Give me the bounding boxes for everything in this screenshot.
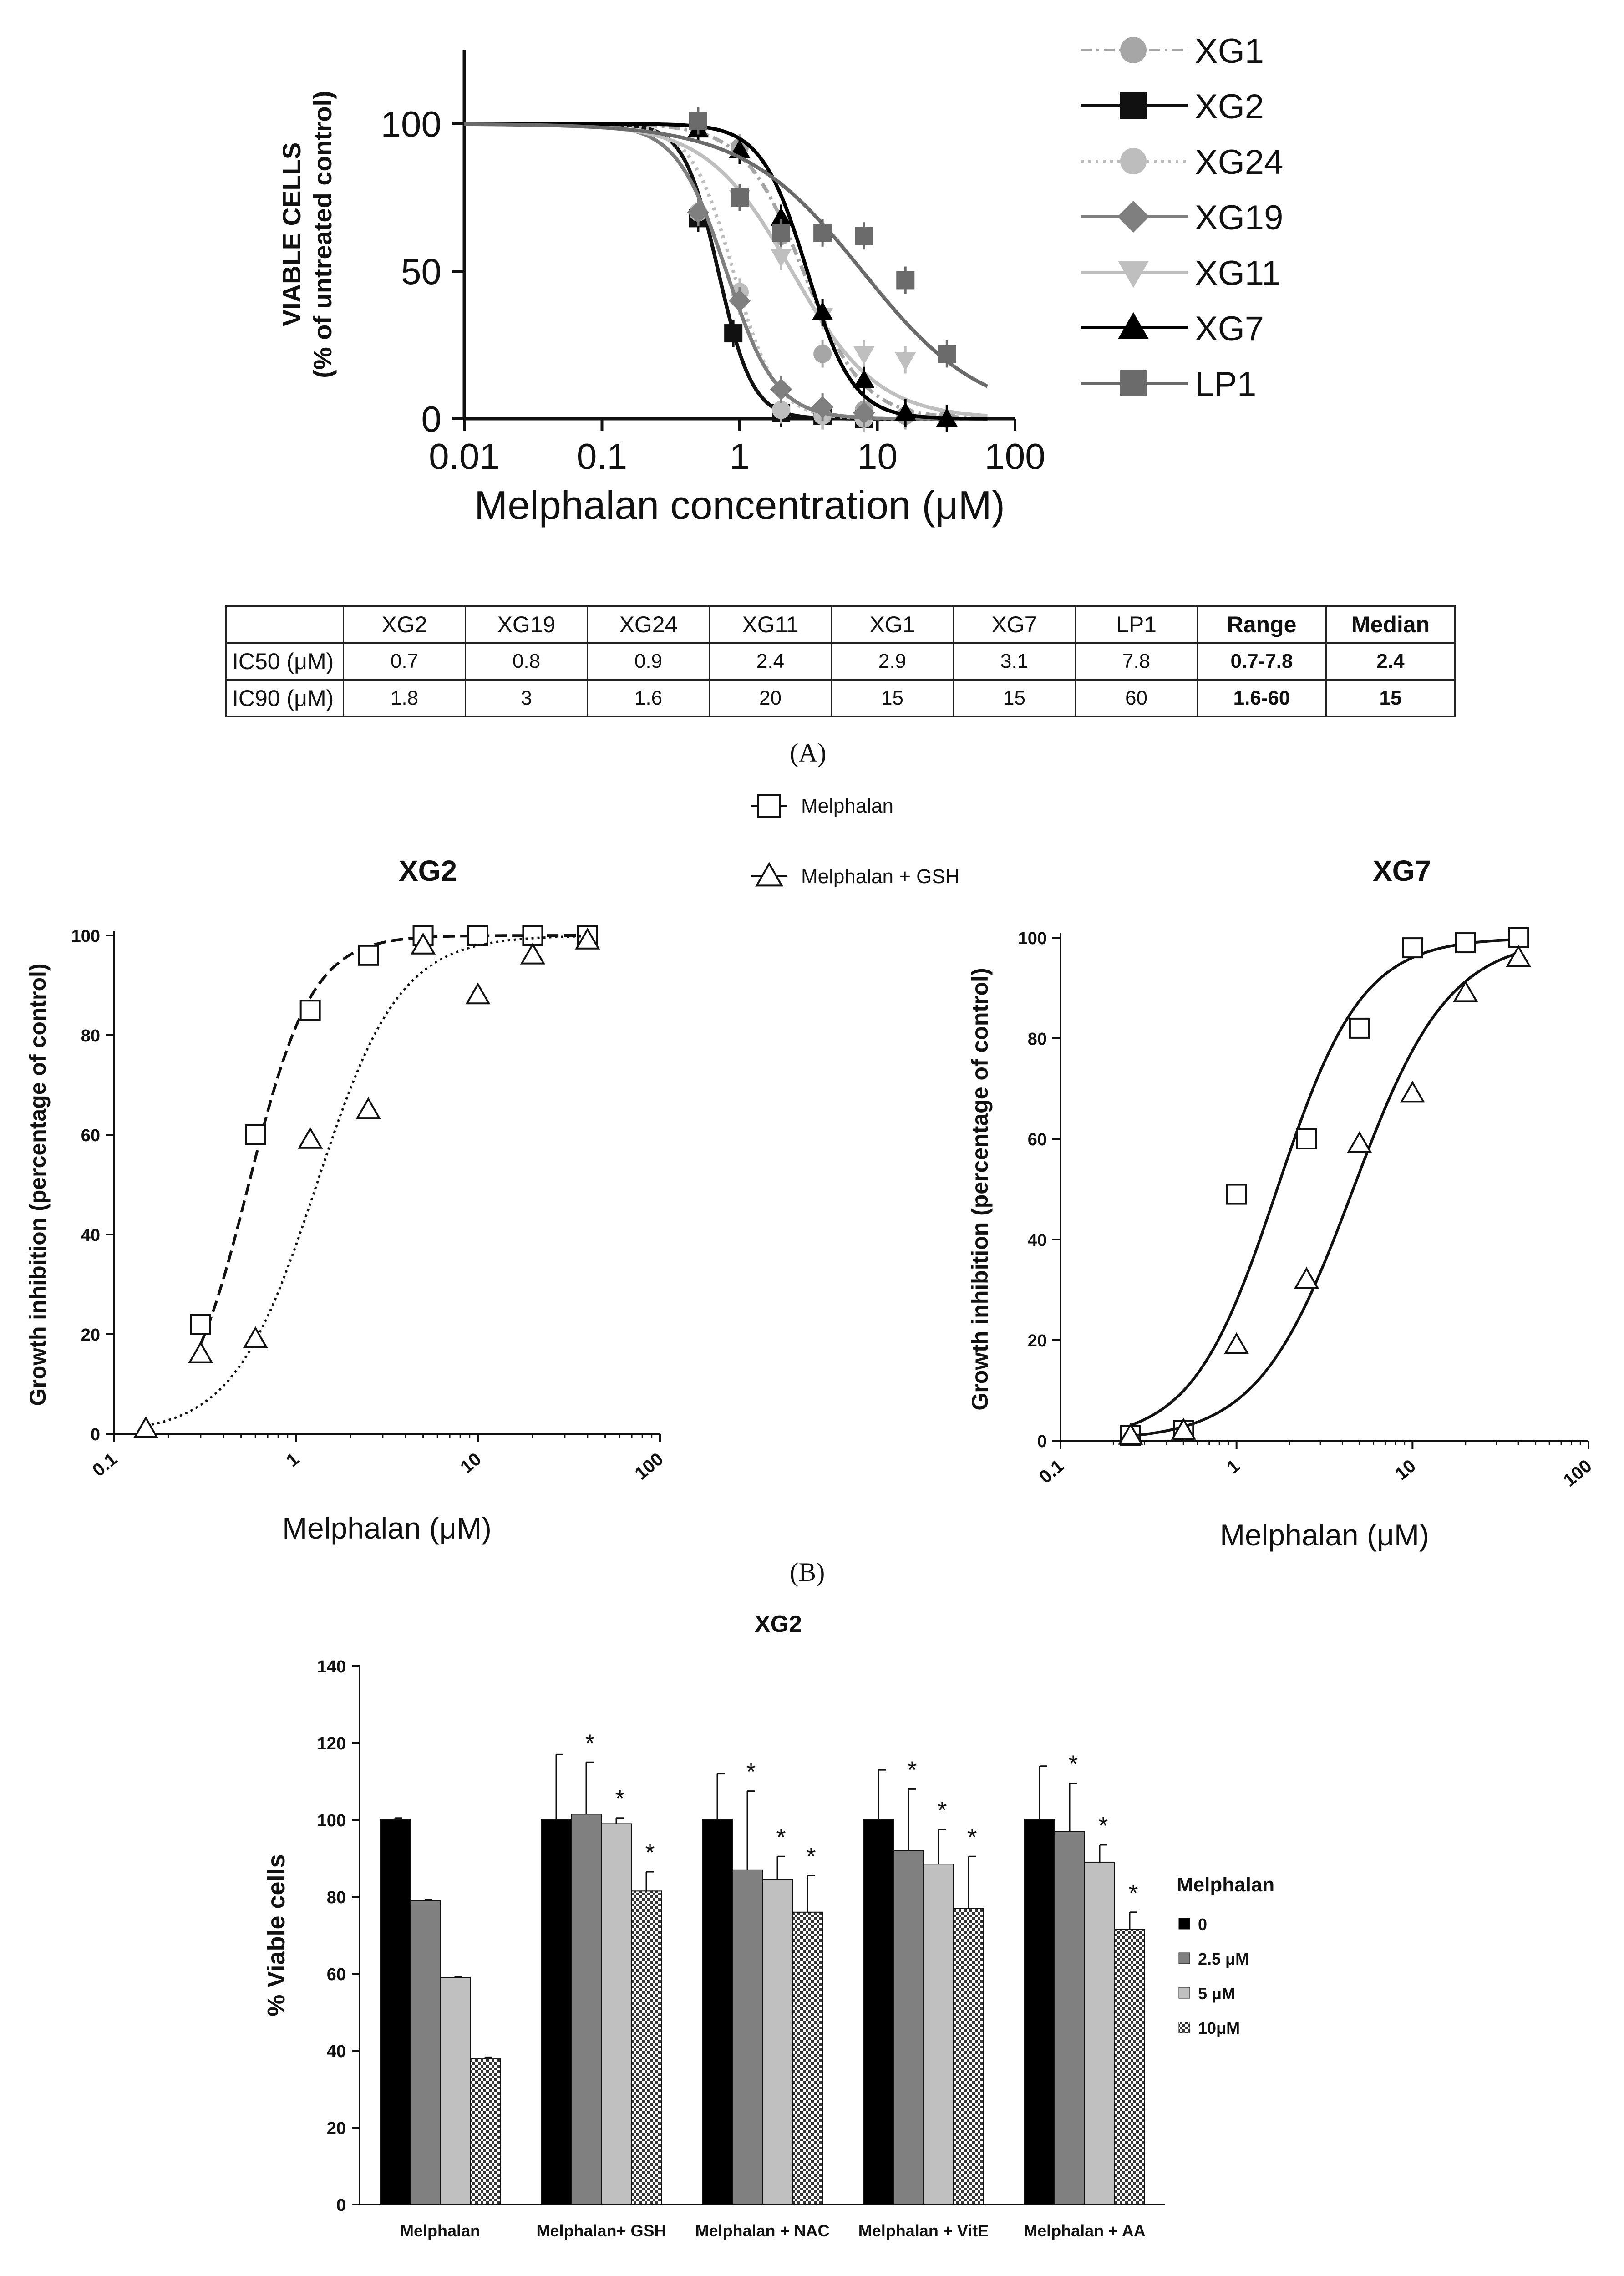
- legend-swatch: [1179, 2022, 1190, 2033]
- legend-label: 0: [1198, 1915, 1208, 1934]
- x-tick-label: 0.1: [1035, 1456, 1068, 1488]
- table-row: [226, 643, 1455, 680]
- ic-values-table: [225, 605, 1456, 717]
- legend-label: XG2: [1195, 87, 1264, 126]
- x-category-label: Melphalan: [400, 2221, 481, 2240]
- bar: [631, 1891, 661, 2205]
- y-tick-label: 80: [81, 1026, 100, 1046]
- legend-label: Melphalan + GSH: [801, 865, 960, 888]
- legend-marker: [756, 864, 782, 885]
- y-tick-label: 80: [1027, 1030, 1047, 1049]
- table-row: [226, 680, 1455, 717]
- legend-label: XG1: [1195, 32, 1264, 71]
- table-row-label: IC50 (μM): [226, 643, 344, 680]
- data-point: [522, 945, 543, 964]
- significance-marker: *: [907, 1756, 917, 1784]
- chart-title: XG7: [1372, 854, 1431, 887]
- bar: [1115, 1930, 1145, 2205]
- bar: [954, 1908, 984, 2205]
- table-cell: 2.9: [832, 643, 954, 680]
- data-point: [855, 227, 873, 244]
- panel-c-chart: [263, 1611, 1274, 2240]
- legend-swatch: [1179, 1987, 1190, 1998]
- data-point: [897, 271, 914, 289]
- x-axis-label: Melphalan (μM): [1220, 1518, 1429, 1552]
- data-point: [1227, 1185, 1246, 1204]
- significance-marker: *: [615, 1785, 625, 1813]
- bar: [541, 1820, 571, 2205]
- y-tick-label: 140: [317, 1657, 346, 1677]
- bar: [762, 1880, 792, 2205]
- x-tick-label: 100: [985, 436, 1045, 477]
- bar: [410, 1900, 440, 2205]
- data-point: [1456, 933, 1475, 952]
- x-category-label: Melphalan + NAC: [695, 2221, 830, 2240]
- data-point: [467, 984, 489, 1003]
- table-cell: 0.9: [588, 643, 710, 680]
- panel-b-legend: [751, 795, 960, 888]
- x-tick-label: 1: [1223, 1456, 1244, 1478]
- data-point: [854, 346, 874, 364]
- legend-title: Melphalan: [1177, 1874, 1275, 1896]
- x-tick-label: 100: [631, 1449, 667, 1484]
- legend-label: XG19: [1195, 198, 1284, 237]
- legend-label: 5 μM: [1198, 1984, 1236, 2003]
- legend-label: 10μM: [1198, 2019, 1240, 2037]
- y-tick-label: 50: [401, 251, 442, 292]
- table-cell: 1.6: [588, 680, 710, 717]
- x-tick-label: 10: [857, 436, 898, 477]
- bar: [863, 1820, 893, 2205]
- data-point: [135, 1418, 157, 1437]
- data-point: [523, 926, 542, 945]
- y-axis-label: % Viable cells: [263, 1854, 290, 2017]
- y-tick-label: 60: [1027, 1130, 1047, 1149]
- x-category-label: Melphalan + VitE: [858, 2221, 989, 2240]
- chart-title: XG2: [754, 1611, 802, 1637]
- significance-marker: *: [776, 1824, 786, 1851]
- data-point: [1403, 938, 1422, 957]
- y-tick-label: 100: [71, 927, 100, 946]
- chart-title: XG2: [398, 854, 457, 887]
- table-header-cell: XG24: [588, 606, 710, 643]
- data-point: [814, 345, 831, 362]
- data-point: [1297, 1129, 1316, 1148]
- data-point: [191, 1315, 210, 1334]
- significance-marker: *: [806, 1843, 816, 1870]
- panel-a-chart: [277, 32, 1283, 528]
- table-cell: 60: [1076, 680, 1198, 717]
- table-header-cell: [226, 606, 344, 643]
- bar: [571, 1814, 601, 2205]
- table-cell: 0.8: [466, 643, 588, 680]
- y-tick-label: 0: [421, 399, 442, 439]
- fit-curve: [146, 936, 587, 1426]
- table-cell: 3: [466, 680, 588, 717]
- legend-marker: [1118, 201, 1148, 232]
- x-tick-label: 0.01: [429, 436, 500, 477]
- y-tick-label: 20: [81, 1326, 100, 1345]
- table-cell: 0.7-7.8: [1198, 643, 1326, 680]
- y-tick-label: 40: [326, 2042, 346, 2061]
- series-lp1-curve: [464, 124, 988, 386]
- significance-marker: *: [1128, 1879, 1138, 1907]
- y-axis-label: Growth inhibition (percentage of control): [25, 963, 51, 1406]
- data-point: [938, 345, 955, 362]
- bar: [1025, 1820, 1055, 2205]
- y-axis-label: [277, 91, 337, 378]
- y-tick-label: 100: [1018, 929, 1047, 948]
- legend-swatch: [1179, 1918, 1190, 1929]
- data-point: [359, 946, 378, 965]
- legend-label: XG7: [1195, 310, 1264, 348]
- table-header-cell: Median: [1326, 606, 1455, 643]
- bar: [380, 1820, 410, 2205]
- y-tick-label: 20: [1027, 1331, 1047, 1351]
- data-point: [690, 112, 707, 130]
- legend-marker: [758, 795, 780, 817]
- x-axis-label: Melphalan (μM): [282, 1511, 492, 1545]
- table-cell: 1.8: [344, 680, 466, 717]
- x-tick-label: 0.1: [576, 436, 628, 477]
- table-cell: 2.4: [710, 643, 832, 680]
- x-axis-label: Melphalan concentration (μM): [474, 483, 1005, 528]
- y-tick-label: 80: [326, 1888, 346, 1907]
- bar: [601, 1824, 631, 2205]
- table-cell: 15: [954, 680, 1076, 717]
- y-axis-label-line: (% of untreated control): [308, 91, 337, 378]
- legend-marker: [1121, 37, 1146, 63]
- table-row-label: IC90 (μM): [226, 680, 344, 717]
- bar: [440, 1977, 470, 2205]
- significance-marker: *: [967, 1824, 977, 1851]
- legend-marker: [1121, 93, 1146, 118]
- significance-marker: *: [937, 1797, 947, 1824]
- data-point: [1401, 1082, 1423, 1102]
- legend-marker: [1119, 313, 1148, 339]
- legend-marker: [1121, 148, 1146, 174]
- data-point: [357, 1099, 379, 1118]
- table-header-cell: XG1: [832, 606, 954, 643]
- x-category-label: Melphalan+ GSH: [536, 2221, 666, 2240]
- data-point: [190, 1343, 212, 1362]
- x-category-label: Melphalan + AA: [1024, 2221, 1146, 2240]
- y-tick-label: 100: [381, 104, 442, 144]
- y-axis-label: Growth inhibition (percentage of control): [967, 968, 993, 1411]
- data-point: [1349, 1133, 1370, 1152]
- legend-swatch: [1179, 1953, 1190, 1964]
- x-tick-label: 100: [1559, 1456, 1596, 1491]
- table-cell: 20: [710, 680, 832, 717]
- table-cell: 7.8: [1076, 643, 1198, 680]
- bar: [470, 2058, 500, 2205]
- panel-b-xg2-chart: [25, 854, 667, 1545]
- data-point: [895, 352, 915, 370]
- y-tick-label: 0: [90, 1425, 100, 1444]
- x-tick-label: 10: [457, 1449, 485, 1478]
- fit-curve: [1131, 940, 1518, 1425]
- table-cell: 2.4: [1326, 643, 1455, 680]
- data-point: [468, 926, 487, 945]
- data-point: [725, 325, 742, 342]
- panel-label-b: (B): [790, 1557, 825, 1587]
- significance-marker: *: [746, 1758, 756, 1786]
- x-tick-label: 0.1: [88, 1449, 121, 1481]
- data-point: [1455, 982, 1477, 1001]
- legend-marker: [1119, 261, 1148, 287]
- bar: [792, 1912, 822, 2205]
- significance-marker: *: [585, 1729, 595, 1757]
- table-header-cell: LP1: [1076, 606, 1198, 643]
- table-header-row: [226, 606, 1455, 643]
- y-tick-label: 40: [1027, 1231, 1047, 1250]
- table-cell: 15: [832, 680, 954, 717]
- data-point: [772, 401, 790, 419]
- table-cell: 15: [1326, 680, 1455, 717]
- bar: [732, 1870, 762, 2205]
- fit-curve: [1131, 953, 1518, 1436]
- bar: [924, 1864, 954, 2205]
- panel-label-a: (A): [790, 738, 827, 767]
- legend-label: XG11: [1195, 254, 1281, 293]
- legend-label: LP1: [1195, 365, 1257, 404]
- y-tick-label: 0: [336, 2196, 346, 2215]
- y-tick-label: 40: [81, 1226, 100, 1245]
- bar: [893, 1851, 924, 2205]
- y-tick-label: 120: [317, 1734, 346, 1753]
- table-header-cell: XG7: [954, 606, 1076, 643]
- data-point: [244, 1328, 266, 1347]
- legend-label: XG24: [1195, 143, 1284, 182]
- significance-marker: *: [645, 1839, 655, 1867]
- bar: [1055, 1831, 1085, 2205]
- significance-marker: *: [1068, 1750, 1078, 1778]
- legend-marker: [1121, 371, 1146, 396]
- table-header-cell: XG2: [344, 606, 466, 643]
- y-tick-label: 0: [1037, 1432, 1047, 1451]
- data-point: [1226, 1334, 1248, 1353]
- data-point: [1350, 1019, 1369, 1038]
- table-cell: 1.6-60: [1198, 680, 1326, 717]
- legend-label: Melphalan: [801, 795, 894, 817]
- table-header-cell: Range: [1198, 606, 1326, 643]
- y-tick-label: 60: [326, 1965, 346, 1984]
- y-tick-label: 100: [317, 1811, 346, 1830]
- data-point: [1295, 1269, 1317, 1288]
- data-point: [814, 224, 831, 242]
- bar: [702, 1820, 732, 2205]
- data-point: [1509, 928, 1528, 947]
- data-point: [731, 189, 748, 206]
- x-tick-label: 10: [1391, 1456, 1420, 1484]
- x-tick-label: 1: [282, 1449, 303, 1471]
- bar: [1085, 1862, 1115, 2205]
- data-point: [301, 1001, 320, 1020]
- data-point: [299, 1129, 321, 1148]
- panel-b-xg7-chart: [967, 854, 1596, 1552]
- significance-marker: *: [1098, 1812, 1108, 1839]
- table-header-cell: XG19: [466, 606, 588, 643]
- y-tick-label: 60: [81, 1126, 100, 1145]
- y-tick-label: 20: [326, 2119, 346, 2138]
- table-cell: 3.1: [954, 643, 1076, 680]
- data-point: [772, 224, 790, 242]
- x-tick-label: 1: [729, 436, 750, 477]
- table-cell: 0.7: [344, 643, 466, 680]
- legend-label: 2.5 μM: [1198, 1950, 1249, 1968]
- data-point: [246, 1125, 265, 1144]
- y-axis-label-line: VIABLE CELLS: [277, 142, 306, 327]
- table-header-cell: XG11: [710, 606, 832, 643]
